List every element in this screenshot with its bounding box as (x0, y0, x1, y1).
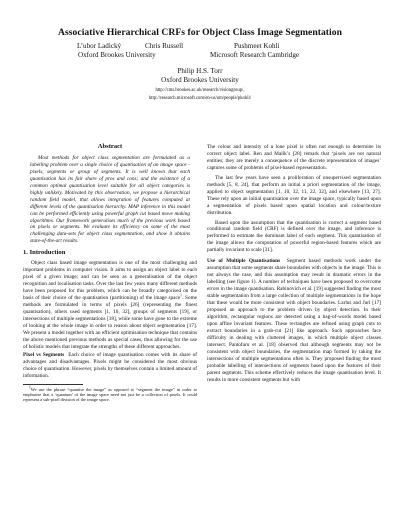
author-4: Philip H.S. Torr (177, 67, 223, 75)
multiple-quantisations-title: Use of Multiple Quantisations (207, 258, 281, 265)
url-visiongroup[interactable]: http://cms.brookes.ac.uk/research/visiongroup/, (155, 88, 245, 93)
affiliation-3: Microsoft Research Cambridge (210, 51, 300, 59)
right-paragraph-1: The colour and intensity of a lone pixel is often not enough to determine its correct object label. Ren and Malik’s [28] remark that ‘pixels are not natural entities; they are merely a consequence of the discrete representation of images’ captures some of problems of pixel-based representation. (207, 144, 381, 171)
footnote-marker: 1 (180, 293, 182, 298)
url-pkohli[interactable]: http://research.microsoft.com/en-us/um/people/pkohli/ (148, 96, 252, 101)
author-1: L’ubor Ladický (77, 42, 122, 50)
footnote-text: We use the phrase “quantise the image” as opposed to “segment the image” in order to emphasise that a ‘quantum’ of the image space need not just be a collection of pixels. It could represent a sub-pixel division of the image space. (23, 386, 197, 403)
footnote (23, 387, 197, 403)
intro-p1-text: Object class based image segmentation is one of the most challenging and important problems in computer vision. It aims to assign an object label to each pixel of a given image; and can be seen as a generalisation of the object recognition and localisation tasks. Over the last few years many different methods have been proposed for this problem, which can be broadly categorised on the basis of their choice of the quantisation (partitioning) of the image space (23, 260, 197, 302)
right-paragraph-4 (207, 258, 381, 383)
affiliation-1: Oxford Brookes University (78, 51, 156, 59)
right-column (207, 144, 381, 383)
right-paragraph-3: Based upon the assumption that the quantisation is correct a segment based conditional random field (CRF) is defined over the image, and inference is performed to estimate the dominant label of each segment. This quantisation of the image allows the computation of powerful region-based features which are partially invariant to scale [31]. (207, 219, 381, 254)
affiliation-4: Oxford Brookes University (161, 76, 239, 84)
abstract-text (30, 155, 190, 245)
pixel-vs-segments-title: Pixel vs Segments (23, 351, 65, 358)
right-p4-text: Segment based methods work under the assumption that some segments share boundaries with objects in the image. This is not always the case, and this assumption may result in dramatic errors in the labelling (see figure 1). A number of techniques have been proposed to overcome errors in the image quantisation. Rabinovich et al. [19] suggested finding the most stable segmentation from a large collection of multiple segmentations in the hope that these would be more consistent with object boundaries. Larlus and Jurl [17] proposed an approach to the problem driven by object detection. In their algorithm, rectangular regions are detected using a bag-of-words model based upon affine invariant features. These rectangles are refined using graph cuts to extract boundaries in a grab-cut [21] like approach. Such approaches face difficulty in dealing with cluttered images, in which multiple object classes intersect. Pantofaru et al. [18] observed that although segments may not be consistent with object boundaries, the segmentation map formed by taking the intersections of multiple segmentations often is. They proposed finding the most probable labelling of intersections of segments based upon the features of their parent segments. This scheme effectively reduces the image quantisation level. It results in more consistent segments but with (207, 258, 382, 383)
left-column (23, 144, 197, 402)
intro-p2-text: Each choice of image quantisation comes with its share of advantages and disadvantages. Pixels might be considered the most obvious choice of quantisation. However, pixels by themselves contain a limited amount of information. (23, 351, 198, 379)
intro-paragraph-1 (23, 260, 197, 350)
footnote-rule (23, 384, 83, 385)
abstract-paragraph: Most methods for object class segmentation are formulated as a labelling problem over a single choice of quantisation of an image space - pixels, segments or group of segments. It is well known that each quantisation has its fair share of pros and cons; and the existence of a common optimal quantisation level suitable for all object categories is highly unlikely. Motivated by this observation, we propose a hierarchical random field model, that allows integration of features computed at different levels of the quantisation hierarchy. MAP inference in this model can be performed efficiently using powerful graph cut based move making algorithms. Our framework generalises much of the previous work based on pixels or segments. We evaluate its efficiency on some of the most challenging data-sets for object class segmentation, and show it obtains state-of-the-art results. (30, 154, 190, 245)
author-3: Pushmeet Kohli (234, 42, 280, 50)
paper-title: Associative Hierarchical CRFs for Object Class Image Segmentation (58, 27, 342, 38)
author-2: Chris Russell (145, 42, 184, 50)
intro-p1-end: . Some methods are formulated in terms of pixels [26] (representing the finest quantisation), others used segments [1, 10, 32], groups of segments [19], or intersections of multiple segmentations [18], while some have gone to the extreme of looking at the whole image in order to reason about object segmentation [17]. We present a model together with an efficient optimisation technique that contains the above mentioned previous methods as special cases, thus allowing for the use of holistic models that integrate the strengths of these different approaches. (23, 295, 197, 350)
intro-heading: 1. Introduction (23, 249, 66, 257)
right-paragraph-2: The last few years have seen a proliferation of unsupervised segmentation methods [5, 8, 24], that perform an initial a priori segmentation of the image, applied to object segmentation [1, 10, 32, 11, 22, 32], and elsewhere [13, 27]. These rely upon an initial quantisation over the image space, typically based upon a segmentation of pixels based upon spatial location and colour/texture distribution. (207, 174, 381, 216)
footnote-number: 1 (29, 385, 31, 390)
abstract-heading: Abstract (97, 143, 123, 150)
intro-paragraph-2 (23, 352, 197, 380)
